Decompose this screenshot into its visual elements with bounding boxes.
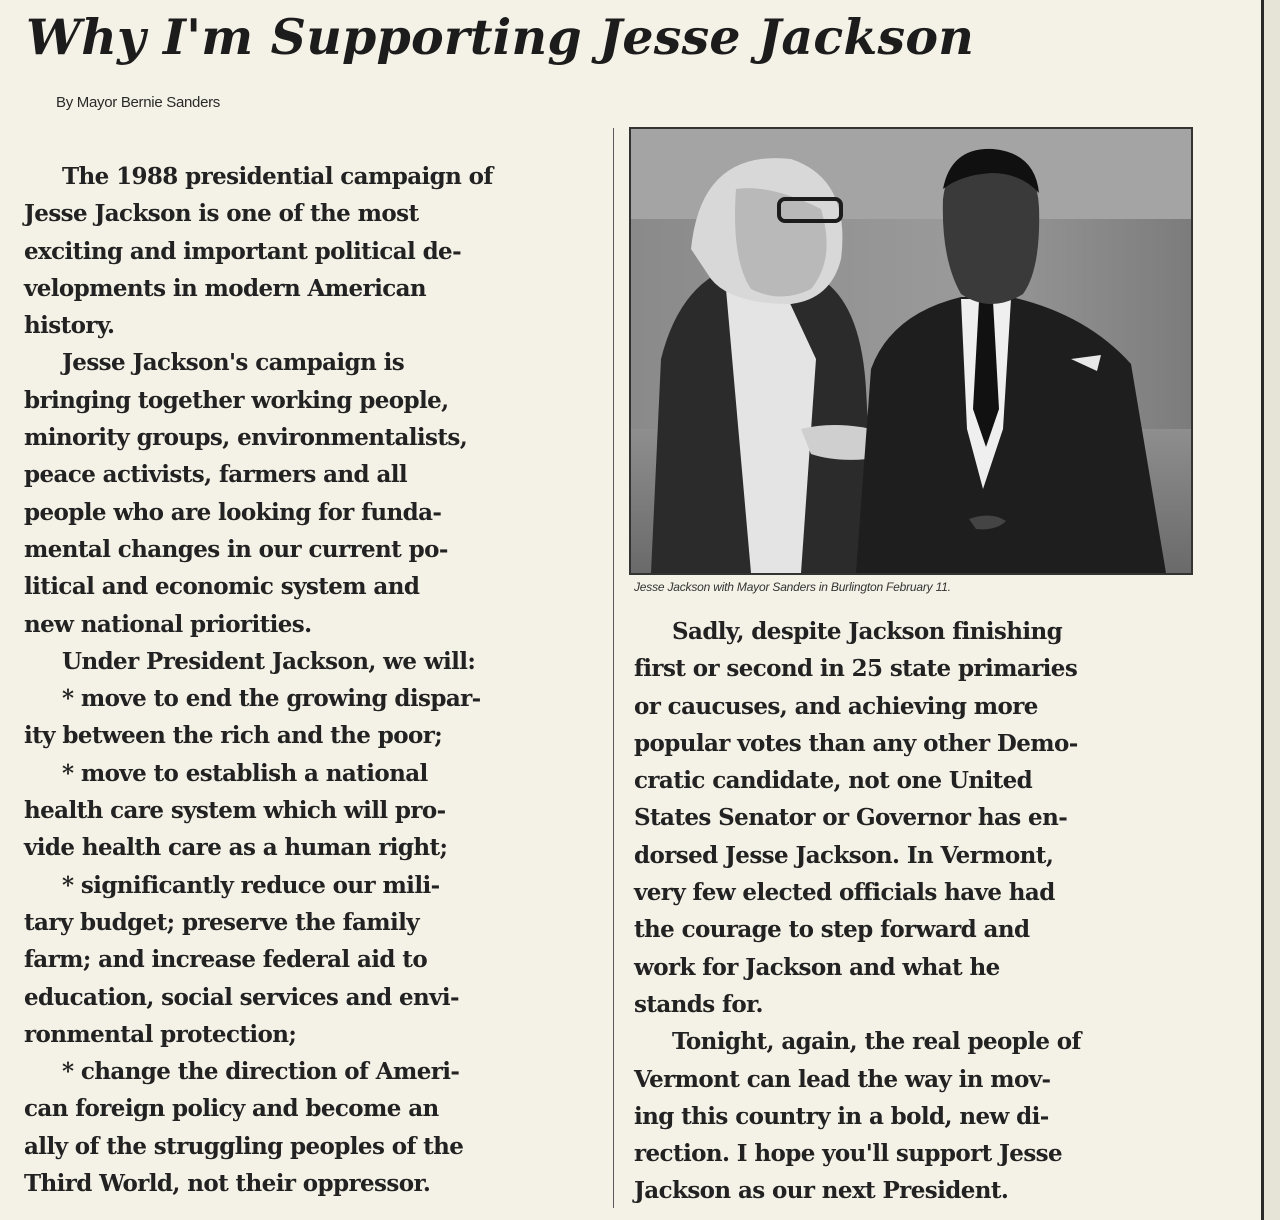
text-line: very few elected officials have had — [634, 879, 1055, 907]
bullet-line: * change the direction of Ameri- — [62, 1058, 460, 1086]
text-line: first or second in 25 state primaries — [634, 655, 1078, 683]
text-line: litical and economic system and — [24, 573, 420, 601]
text-line: ing this country in a bold, new di- — [634, 1102, 1049, 1130]
text-line: exciting and important political de- — [24, 237, 462, 265]
bullet-line: * move to end the growing dispar- — [62, 685, 481, 713]
text-line: bringing together working people, — [24, 386, 449, 414]
text-line: health care system which will pro- — [24, 797, 446, 825]
text-line: velopments in modern American — [24, 274, 427, 302]
text-line: Under President Jackson, we will: — [62, 647, 476, 675]
text-line: peace activists, farmers and all — [24, 461, 408, 489]
text-line: Jesse Jackson's campaign is — [62, 349, 405, 377]
text-line: stands for. — [634, 990, 763, 1018]
photo-jackson-sanders — [629, 127, 1193, 575]
bullet-line: * move to establish a national — [62, 759, 428, 787]
text-line: Jackson as our next President. — [634, 1177, 1009, 1205]
text-line: ally of the struggling peoples of the — [24, 1132, 464, 1160]
bullet-line: * significantly reduce our mili- — [62, 871, 440, 899]
text-line: education, social services and envi- — [24, 983, 459, 1011]
text-line: work for Jackson and what he — [634, 953, 1000, 981]
text-line: cratic candidate, not one United — [634, 767, 1033, 795]
text-line: ronmental protection; — [24, 1020, 297, 1048]
photo-caption: Jesse Jackson with Mayor Sanders in Burlington February 11. — [634, 580, 951, 594]
text-line: States Senator or Governor has en- — [634, 804, 1068, 832]
text-line: can foreign policy and become an — [24, 1095, 439, 1123]
column-divider — [613, 128, 614, 1208]
text-line: history. — [24, 312, 115, 340]
text-line: or caucuses, and achieving more — [634, 692, 1038, 720]
byline: By Mayor Bernie Sanders — [56, 94, 221, 111]
text-line: farm; and increase federal aid to — [24, 946, 428, 974]
page-edge — [1261, 0, 1280, 1220]
text-line: rection. I hope you'll support Jesse — [634, 1140, 1063, 1168]
text-line: Tonight, again, the real people of — [672, 1028, 1081, 1056]
left-column — [24, 158, 609, 1202]
photo-illustration — [631, 129, 1191, 573]
text-line: mental changes in our current po- — [24, 535, 448, 563]
headline: Why I'm Supporting Jesse Jackson — [26, 8, 975, 66]
right-column — [634, 613, 1249, 1210]
text-line: minority groups, environmentalists, — [24, 424, 468, 452]
text-line: The 1988 presidential campaign of — [62, 163, 493, 190]
text-line: new national priorities. — [24, 610, 312, 638]
text-line: Third World, not their oppressor. — [24, 1170, 431, 1198]
text-line: dorsed Jesse Jackson. In Vermont, — [634, 841, 1054, 869]
text-line: ity between the rich and the poor; — [24, 722, 443, 750]
text-line: Jesse Jackson is one of the most — [24, 200, 419, 228]
text-line: popular votes than any other Demo- — [634, 729, 1078, 757]
text-line: vide health care as a human right; — [24, 834, 448, 862]
text-line: Sadly, despite Jackson finishing — [672, 618, 1063, 645]
text-line: Vermont can lead the way in mov- — [634, 1065, 1051, 1093]
text-line: the courage to step forward and — [634, 916, 1030, 944]
text-line: people who are looking for funda- — [24, 498, 442, 526]
text-line: tary budget; preserve the family — [24, 908, 420, 936]
